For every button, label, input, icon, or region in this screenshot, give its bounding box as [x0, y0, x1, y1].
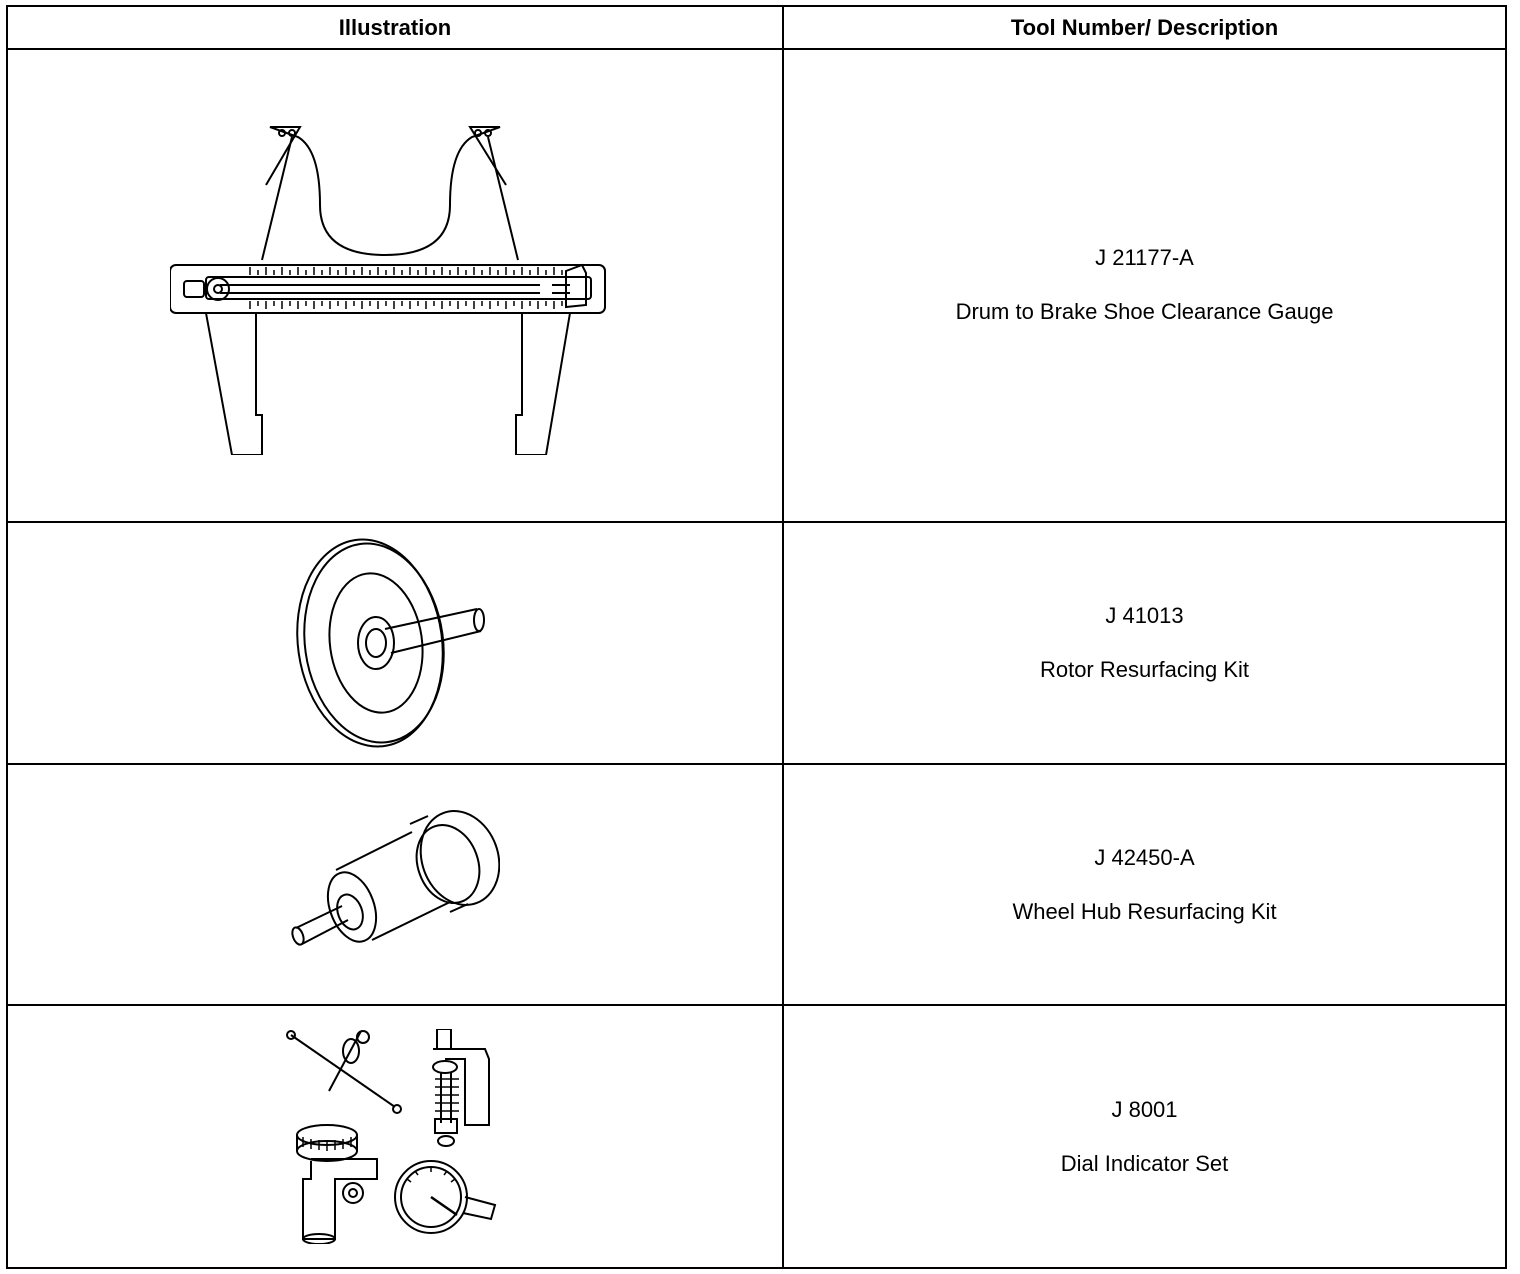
- header-row: [7, 6, 1506, 49]
- clamp-icon: [433, 1029, 489, 1146]
- holder-base-icon: [297, 1125, 377, 1244]
- table-row: [7, 764, 1506, 1005]
- tools-table: [6, 5, 1507, 1269]
- table-row: [7, 522, 1506, 765]
- clearance-gauge-icon: [170, 115, 620, 455]
- illustration-cell: [7, 522, 783, 765]
- illustration-cell: [7, 764, 783, 1005]
- tool-number: J 21177-A: [1095, 245, 1194, 271]
- tool-description: Wheel Hub Resurfacing Kit: [1012, 898, 1277, 924]
- cross-handle-icon: [287, 1031, 401, 1113]
- tool-number: J 42450-A: [1094, 844, 1195, 870]
- table-row: [7, 49, 1506, 522]
- header-tool-number-description: Tool Number/ Description: [783, 6, 1506, 49]
- tool-number: J 8001: [1111, 1096, 1178, 1122]
- tool-description: Drum to Brake Shoe Clearance Gauge: [955, 299, 1334, 325]
- description-cell: [783, 522, 1506, 765]
- header-illustration: Illustration: [7, 6, 783, 49]
- table-row: [7, 1005, 1506, 1268]
- description-cell: [783, 1005, 1506, 1268]
- illustration-cell: [7, 49, 783, 522]
- dial-indicator-set-icon: [285, 1029, 505, 1244]
- wheel-hub-resurfacing-kit-icon: [290, 810, 500, 960]
- rotor-resurfacing-kit-icon: [295, 535, 495, 750]
- illustration-cell: [7, 1005, 783, 1268]
- description-cell: [783, 49, 1506, 522]
- tool-description: Rotor Resurfacing Kit: [1039, 656, 1250, 682]
- description-cell: [783, 764, 1506, 1005]
- dial-gauge-icon: [395, 1161, 495, 1233]
- tool-description: Dial Indicator Set: [1060, 1150, 1229, 1176]
- tool-number: J 41013: [1105, 602, 1184, 628]
